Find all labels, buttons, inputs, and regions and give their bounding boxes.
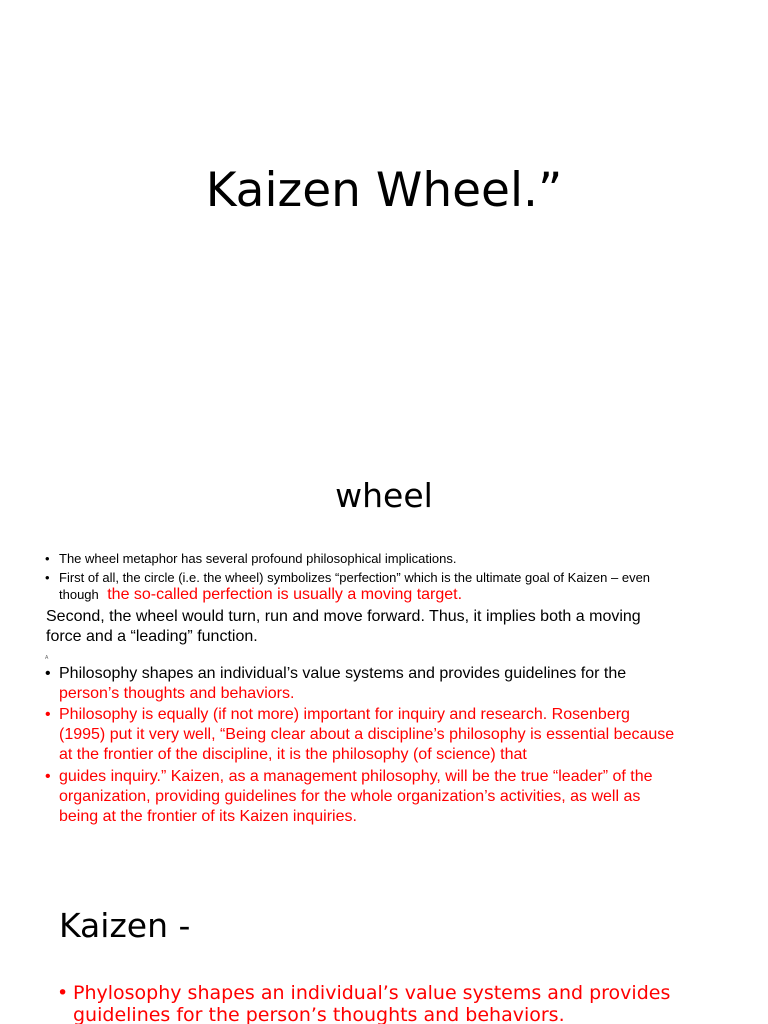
bullet-line: Philosophy shapes an individual’s value systems and provides guidelines for the xyxy=(59,665,627,682)
bullet-text: The wheel metaphor has several profound philosophical implications. xyxy=(59,551,457,566)
slide-title xyxy=(0,0,768,440)
bullet-dot: • xyxy=(57,982,69,1004)
slide-wheel xyxy=(0,440,768,860)
continuation-text: though xyxy=(59,587,99,602)
bullet-philosophy-black xyxy=(45,664,719,704)
slide-2-title: wheel xyxy=(335,476,433,515)
bullet-line: guides inquiry.” Kaizen, as a management philosophy, will be the true “leader” of the xyxy=(59,768,653,785)
bullet-line: organization, providing guidelines for the whole organization’s activities, as well as xyxy=(59,788,641,805)
bullet-line: Philosophy is equally (if not more) important for inquiry and research. Rosenberg xyxy=(59,706,630,723)
bullet-line: at the frontier of the discipline, it is the philosophy (of science) that xyxy=(59,746,527,763)
bullet-line: Phylosophy shapes an individual’s value systems and provides xyxy=(73,982,671,1004)
bullet-small-2 xyxy=(45,569,651,586)
bullet-dot: • xyxy=(45,706,51,723)
bullet-dot: • xyxy=(45,665,51,682)
slide-3-title: Kaizen - xyxy=(59,906,191,945)
paragraph-line: Second, the wheel would turn, run and move forward. Thus, it implies both a moving xyxy=(46,608,641,625)
paragraph-wheel xyxy=(46,607,706,647)
slide-kaizen xyxy=(0,860,768,1024)
red-inline-text: the so-called perfection is usually a moving target. xyxy=(107,586,463,603)
bullet-dot: • xyxy=(45,570,50,585)
bullet-small-1 xyxy=(45,550,457,567)
bullet-line: being at the frontier of its Kaizen inquiries. xyxy=(59,808,357,825)
bullet-philosophy-red-1 xyxy=(45,705,719,765)
tiny-mark: A xyxy=(45,655,49,661)
bullet-line: person’s thoughts and behaviors. xyxy=(59,685,295,702)
bullet-line: (1995) put it very well, “Being clear about a discipline’s philosophy is essential because xyxy=(59,726,675,743)
bullet-dot: • xyxy=(45,768,51,785)
paragraph-line: force and a “leading” function. xyxy=(46,628,258,645)
slide-3-bullet xyxy=(57,982,713,1024)
slide-1-title: Kaizen Wheel.” xyxy=(205,163,563,218)
bullet-dot: • xyxy=(45,551,50,566)
bullet-line: guidelines for the person’s thoughts and behaviors. xyxy=(73,1004,565,1024)
bullet-small-2-continuation xyxy=(59,585,462,605)
bullet-text: First of all, the circle (i.e. the wheel) symbolizes “perfection” which is the ultimate goal of Kaizen – even xyxy=(59,570,651,585)
bullet-philosophy-red-2 xyxy=(45,767,719,827)
